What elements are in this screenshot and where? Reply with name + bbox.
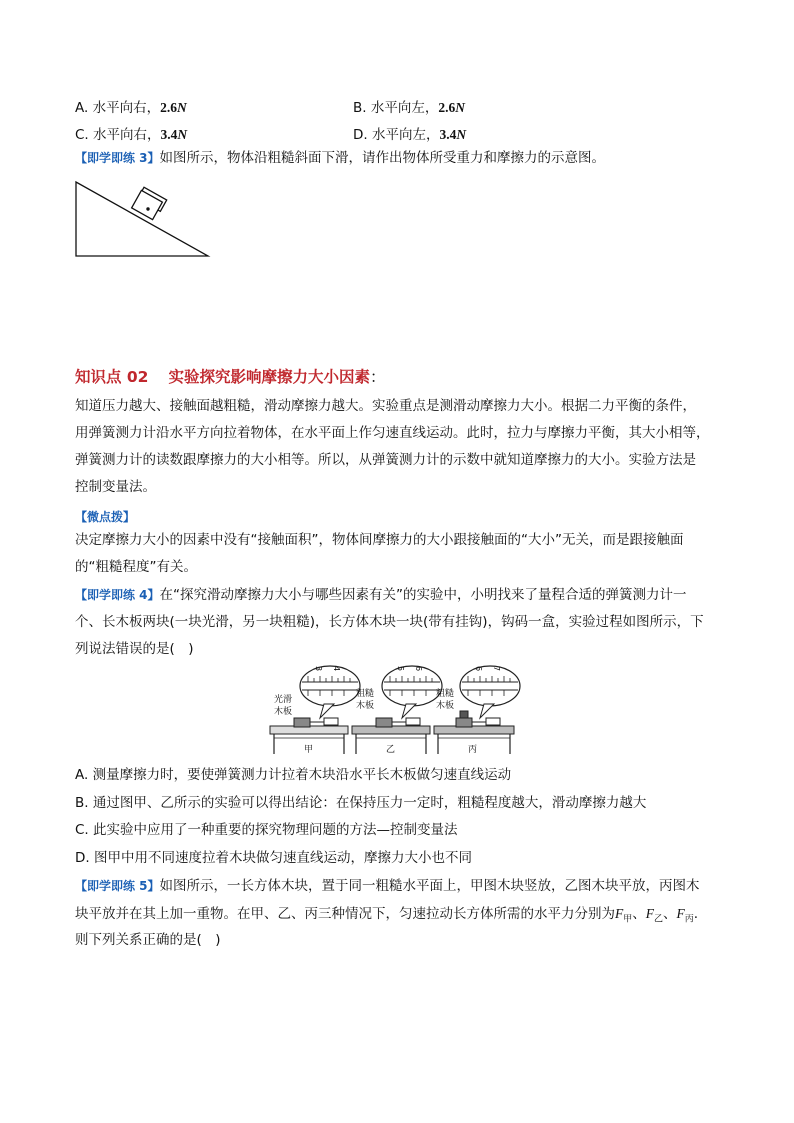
panel-label-yi: 乙 <box>386 745 396 755</box>
section-number: 知识点 02 <box>75 368 149 386</box>
exercise-4-option-d: D. 图甲中用不同速度拉着木块做匀速直线运动，摩擦力大小也不同 <box>75 850 472 866</box>
tip-line-1: 决定摩擦力大小的因素中没有“接触面积”，物体间摩擦力的大小跟接触面的“大小”无关，而是跟接触面 <box>75 532 684 548</box>
force-f-jia: F <box>615 906 624 921</box>
section-body-line-2: 用弹簧测力计沿水平方向拉着物体，在水平面上作匀速直线运动。此时，拉力与摩擦力平衡，其大小相等， <box>75 425 710 441</box>
section-body-line-3: 弹簧测力计的读数跟摩擦力的大小相等。所以，从弹簧测力计的示数中就知道摩擦力的大小。实验方法是 <box>75 452 696 468</box>
force-f-bing: F <box>676 906 685 921</box>
board-label-jia-1: 光滑 <box>274 695 293 705</box>
dial-yi-a: 5 <box>396 665 406 672</box>
option-d: D. 水平向左，3.4N <box>353 127 467 143</box>
board-label-jia-2: 木板 <box>274 707 293 717</box>
panel-label-bing: 丙 <box>468 745 478 755</box>
exercise-4-option-a: A. 测量摩擦力时，要使弹簧测力计拉着木块沿水平长木板做匀速直线运动 <box>75 767 512 783</box>
exercise-4-option-b: B. 通过图甲、乙所示的实验可以得出结论：在保持压力一定时，粗糙程度越大，滑动摩擦力越大 <box>75 795 647 811</box>
board-label-bing-1: 粗糙 <box>436 689 455 699</box>
exercise-3 <box>75 150 605 167</box>
center-dot <box>146 207 149 210</box>
tip-line-2: 的“粗糙程度”有关。 <box>75 559 197 575</box>
exercise-5-line-2: 块平放并在其上加一重物。在甲、乙、丙三种情况下，匀速拉动长方体所需的水平力分别为$F_甲$、$F_乙$、$F_丙$. <box>75 906 699 925</box>
section-title: 实验探究影响摩擦力大小因素 <box>168 368 370 386</box>
friction-experiment-figure <box>268 662 524 760</box>
force-f-yi: F <box>645 906 655 921</box>
option-b: B. 水平向左，2.6N <box>353 100 465 116</box>
exercise-4-line-2: 个、长木板两块(一块光滑，另一块粗糙)，长方体木块一块(带有挂钩)，钩码一盒，实验过程如图所示，下 <box>75 614 704 630</box>
exercise-4-tag: 【即学即练 4】 <box>75 588 160 602</box>
board-label-yi-1: 粗糙 <box>356 689 375 699</box>
section-heading: 知识点 02 实验探究影响摩擦力大小因素： <box>75 368 386 386</box>
exercise-3-text: 如图所示，物体沿粗糙斜面下滑，请作出物体所受重力和摩擦力的示意图。 <box>159 150 606 166</box>
exercise-4-line-1: 【即学即练 4】在“探究滑动摩擦力大小与哪些因素有关”的实验中，小明找来了量程合适的弹簧测力计一 <box>75 587 687 603</box>
dial-yi-b: 6 <box>414 665 424 672</box>
section-body-line-1: 知道压力越大、接触面越粗糙，滑动摩擦力越大。实验重点是测滑动摩擦力大小。根据二力平衡的条件， <box>75 398 696 414</box>
dial-bing-a: 6 <box>474 665 484 672</box>
exercise-4-option-c: C. 此实验中应用了一种重要的探究物理问题的方法—控制变量法 <box>75 822 458 838</box>
exercise-5-tag: 【即学即练 5】 <box>75 879 160 893</box>
panel-label-jia: 甲 <box>304 745 314 755</box>
exercise-5-line-1: 【即学即练 5】如图所示，一长方体木块，置于同一粗糙水平面上，甲图木块竖放，乙图木块平放，丙图木 <box>75 878 700 894</box>
dial-bing-b: 7 <box>492 665 502 672</box>
incline-figure <box>70 176 215 262</box>
exercise-5-line-3: 则下列关系正确的是( ) <box>75 932 221 948</box>
exercise-3-tag: 【即学即练 3】 <box>75 151 160 165</box>
exercise-4-line-3: 列说法错误的是( ) <box>75 641 194 657</box>
board-label-yi-2: 木板 <box>356 701 375 711</box>
tip-tag: 【微点拨】 <box>75 510 136 524</box>
dial-jia-a: 3 <box>314 665 324 672</box>
dial-jia-b: 4 <box>332 665 342 672</box>
section-body-line-4: 控制变量法。 <box>75 479 156 495</box>
board-label-bing-2: 木板 <box>436 701 455 711</box>
option-c: C. 水平向右，3.4N <box>75 127 188 143</box>
option-a: A. 水平向右，2.6N <box>75 100 187 116</box>
